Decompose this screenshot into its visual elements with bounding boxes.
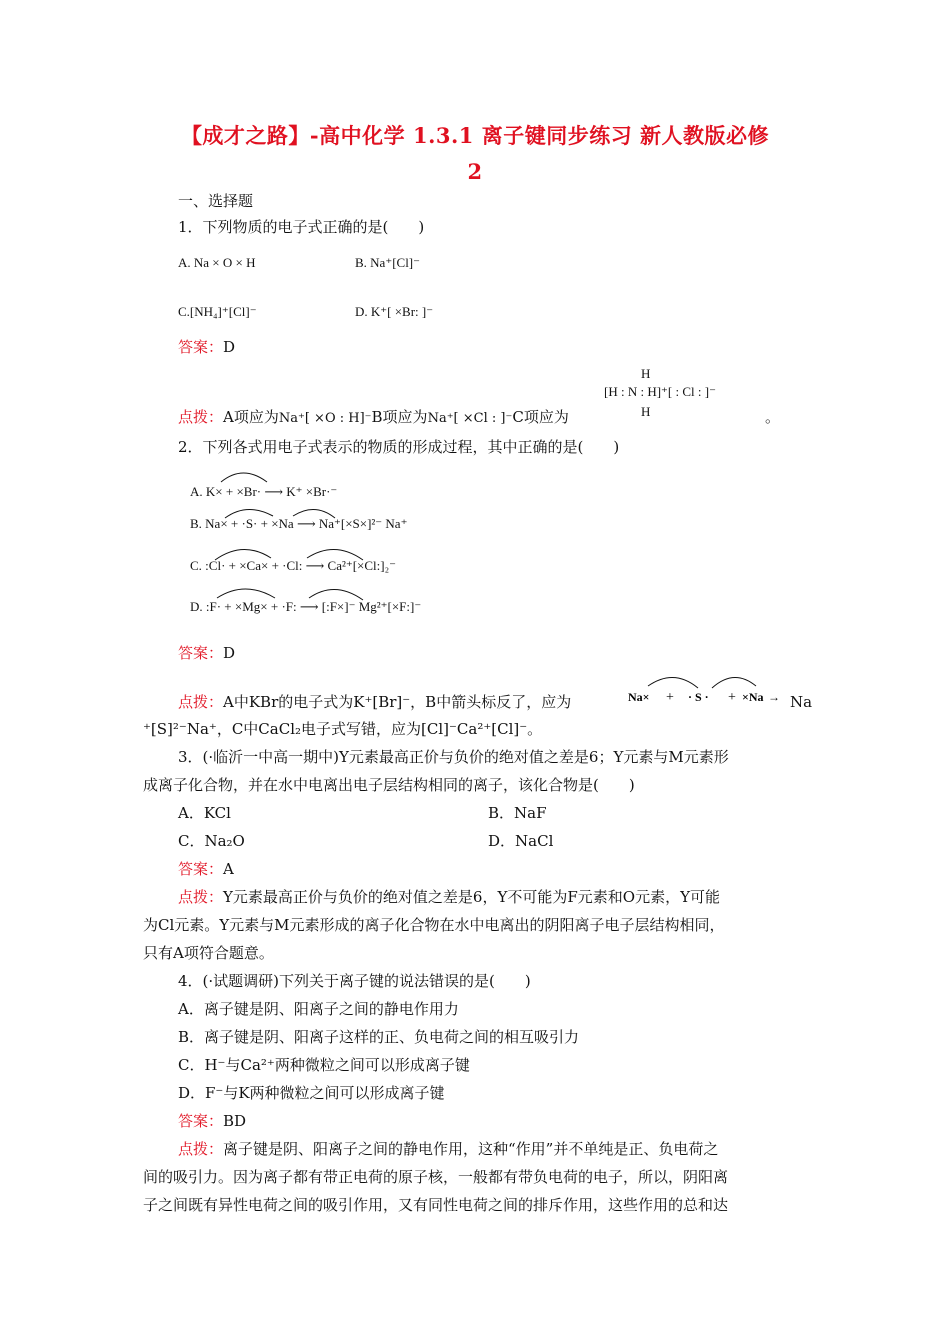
q4-option-c: C．H⁻与Ca²⁺两种微粒之间可以形成离子键 <box>178 1056 470 1074</box>
q3-hint-line-1 <box>178 886 720 908</box>
hint-formula: Na⁺[ ×O : H]⁻ <box>278 411 372 426</box>
q2-line-a: A. K× + ×Br· ⟶ K⁺ ×Br·⁻ <box>190 484 338 499</box>
svg-text:→: → <box>768 690 780 704</box>
q3-stem-line-2: 成离子化合物，并在水中电离出电子层结构相同的离子，该化合物是( ) <box>143 776 635 794</box>
q1-hint <box>178 406 569 430</box>
q4-option-b: B．离子键是阴、阳离子这样的正、负电荷之间的相互吸引力 <box>178 1028 580 1046</box>
svg-text:· S ·: · S · <box>688 690 709 704</box>
svg-text:×Na: ×Na <box>742 690 764 704</box>
title-line-1: 【成才之路】-高中化学 1.3.1 离子键同步练习 新人教版必修 <box>180 123 770 148</box>
q3-hint-line-2: 为Cl元素。Y元素与M元素形成的离子化合物在水中电离出的阴阳离子电子层结构相同， <box>143 916 725 934</box>
q3-option-b: B．NaF <box>488 804 547 822</box>
hint-label: 点拨： <box>178 888 224 906</box>
hint-label: 点拨： <box>178 1140 224 1158</box>
answer-label: 答案： <box>178 338 224 356</box>
document-title <box>130 118 820 190</box>
nh4-bottom-h: H <box>641 404 651 419</box>
hint-text: B项应为 <box>371 408 428 426</box>
q1-option-b: B. Na⁺[Cl]⁻ <box>355 255 420 270</box>
q1-option-a: A. Na × O × H <box>178 255 256 270</box>
q2-line-c: C. :Cl· + ×Ca× + ·Cl: ⟶ Ca²⁺[×Cl:]₂⁻ <box>190 558 397 573</box>
electron-transfer-arrow <box>217 589 275 598</box>
hint-text: Y元素最高正价与负价的绝对值之差是6，Y不可能为F元素和O元素，Y可能 <box>223 888 720 906</box>
answer-value: D <box>223 644 236 662</box>
hint-text: A项应为 <box>223 408 279 426</box>
q4-hint-line-3: 子之间既有异性电荷之间的吸引作用，又有同性电荷之间的排斥作用，这些作用的总和达 <box>143 1196 729 1214</box>
hint-text: C项应为 <box>512 408 569 426</box>
svg-text:+: + <box>728 690 736 705</box>
hint-text: A中KBr的电子式为K⁺[Br]⁻，B中箭头标反了，应为 <box>223 693 572 711</box>
q4-option-d: D．F⁻与K两种微粒之间可以形成离子键 <box>178 1084 445 1102</box>
hint-text: 离子键是阴、阳离子之间的静电作用，这种“作用”并不单纯是正、负电荷之 <box>223 1140 719 1158</box>
answer-label: 答案： <box>178 1112 224 1130</box>
answer-label: 答案： <box>178 644 224 662</box>
q2-stem: 2．下列各式用电子式表示的物质的形成过程，其中正确的是( ) <box>178 438 620 456</box>
hint-formula: Na⁺[ ×Cl : ]⁻ <box>427 411 513 426</box>
q4-hint-line-1 <box>178 1138 718 1160</box>
hint-label: 点拨： <box>178 408 224 426</box>
hint-label: 点拨： <box>178 693 224 711</box>
q3-stem-line-1: 3．(·临沂一中高一期中)Y元素最高正价与负价的绝对值之差是6；Y元素与M元素形 <box>178 748 729 766</box>
answer-value: A <box>223 860 234 878</box>
svg-text:Na×: Na× <box>628 690 650 704</box>
q2-answer <box>178 642 235 664</box>
q1-option-c: C.[NH₄]⁺[Cl]⁻ <box>178 304 257 319</box>
electron-transfer-arrow <box>221 473 267 482</box>
q3-answer <box>178 858 234 880</box>
q2-line-d: D. :F· + ×Mg× + ·F: ⟶ [:F×]⁻ Mg²⁺[×F:]⁻ <box>190 599 422 614</box>
answer-value: BD <box>223 1112 247 1130</box>
title-line-2: 2 <box>467 159 483 184</box>
q4-option-a: A．离子键是阴、阳离子之间的静电作用力 <box>178 1000 459 1018</box>
q4-hint-line-2: 间的吸引力。因为离子都有带正电荷的原子核，一般都有带负电荷的电子，所以，阴阳离 <box>143 1168 729 1186</box>
q1-option-d: D. K⁺[ ×Br: ]⁻ <box>355 304 434 319</box>
q3-option-c: C．Na₂O <box>178 832 245 850</box>
q3-option-d: D．NaCl <box>488 832 554 850</box>
q4-answer <box>178 1110 246 1132</box>
nh4-cl-formula: [H : N : H]⁺[ : Cl : ]⁻ <box>604 384 716 399</box>
nh4-top-h: H <box>641 366 651 381</box>
corrected-na2s-figure <box>626 672 780 712</box>
q3-option-a: A．KCl <box>178 804 231 822</box>
q4-stem: 4．(·试题调研)下列关于离子键的说法错误的是( ) <box>178 972 531 990</box>
q2-hint-line-1 <box>178 691 571 713</box>
q1-hint-end: 。 <box>765 408 781 426</box>
q2-hint-tail: Na <box>790 693 813 711</box>
answer-label: 答案： <box>178 860 224 878</box>
q2-hint-line-2: ⁺[S]²⁻Na⁺，C中CaCl₂电子式写错，应为[Cl]⁻Ca²⁺[Cl]⁻。 <box>143 720 543 738</box>
svg-text:+: + <box>666 690 674 705</box>
q2-line-b: B. Na× + ·S· + ×Na ⟶ Na⁺[×S×]²⁻ Na⁺ <box>190 516 408 531</box>
q1-stem: 1．下列物质的电子式正确的是( ) <box>178 218 425 236</box>
section-heading: 一、选择题 <box>178 192 254 210</box>
q1-answer <box>178 336 235 358</box>
answer-value: D <box>223 338 236 356</box>
q3-hint-line-3: 只有A项符合题意。 <box>143 944 274 962</box>
